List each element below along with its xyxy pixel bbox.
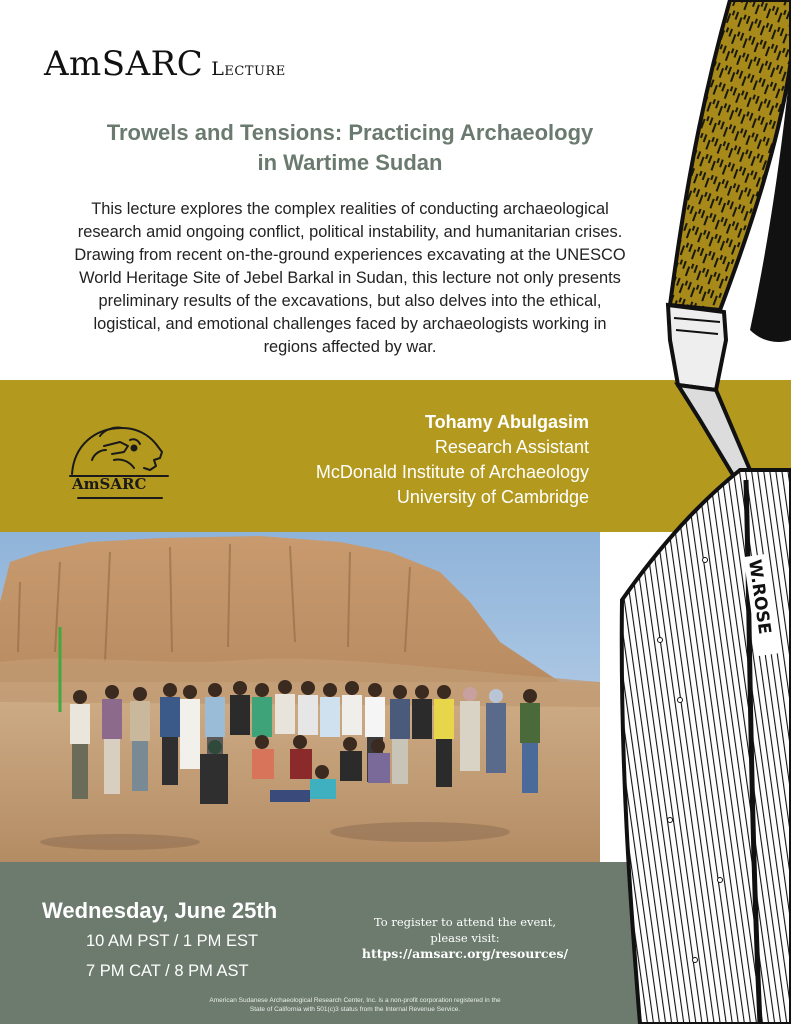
lecture-title <box>60 118 640 178</box>
lecture-title-line-1: Trowels and Tensions: Practicing Archaeology <box>106 120 594 145</box>
lecture-series-heading <box>44 44 286 84</box>
abstract-line: logistical, and emotional challenges faced by archaeologists working in <box>93 315 607 333</box>
speaker-role: Research Assistant <box>434 437 589 457</box>
trowel-brand-text: W.ROSE <box>744 558 775 636</box>
abstract-line: preliminary results of the excavations, but also delves into the ethical, <box>98 292 602 310</box>
event-time-americas: 10 AM PST / 1 PM EST <box>86 932 259 950</box>
footnote-line-2: State of California with 501(c)3 status from the Internal Revenue Service. <box>249 1006 461 1013</box>
event-time-africa-atlantic: 7 PM CAT / 8 PM AST <box>86 962 249 980</box>
register-text-line-2: please visit: <box>430 931 500 945</box>
register-link[interactable]: https://amsarc.org/resources/ <box>361 946 569 961</box>
speaker-university: University of Cambridge <box>396 487 589 507</box>
register-text-line-1: To register to attend the event, <box>374 915 556 929</box>
brand-suffix: Lecture <box>211 58 286 80</box>
legal-footnote <box>120 996 590 1014</box>
trowel-illustration <box>600 0 791 1024</box>
speaker-institute: McDonald Institute of Archaeology <box>315 462 589 482</box>
lecture-abstract <box>40 198 660 359</box>
lecture-title-line-2: in Wartime Sudan <box>257 150 443 175</box>
event-date: Wednesday, June 25th <box>42 898 278 923</box>
brand-name: AmSARC <box>44 44 204 84</box>
abstract-line: World Heritage Site of Jebel Barkal in Sudan, this lecture not only presents <box>79 269 621 287</box>
excavation-team-photo <box>0 532 600 862</box>
speaker-info <box>316 410 589 510</box>
footnote-line-1: American Sudanese Archaeological Research Center, Inc. is a non-profit corporation registered in the <box>209 997 501 1004</box>
registration-info <box>340 914 590 962</box>
abstract-line: research amid ongoing conflict, political instability, and humanitarian crises. <box>77 223 623 241</box>
abstract-line: regions affected by war. <box>263 338 437 356</box>
logo-wordmark: AmSARC <box>72 475 147 493</box>
abstract-line: Drawing from recent on-the-ground experiences excavating at the UNESCO <box>74 246 626 264</box>
abstract-line: This lecture explores the complex realities of conducting archaeological <box>91 200 609 218</box>
speaker-name: Tohamy Abulgasim <box>424 412 589 432</box>
